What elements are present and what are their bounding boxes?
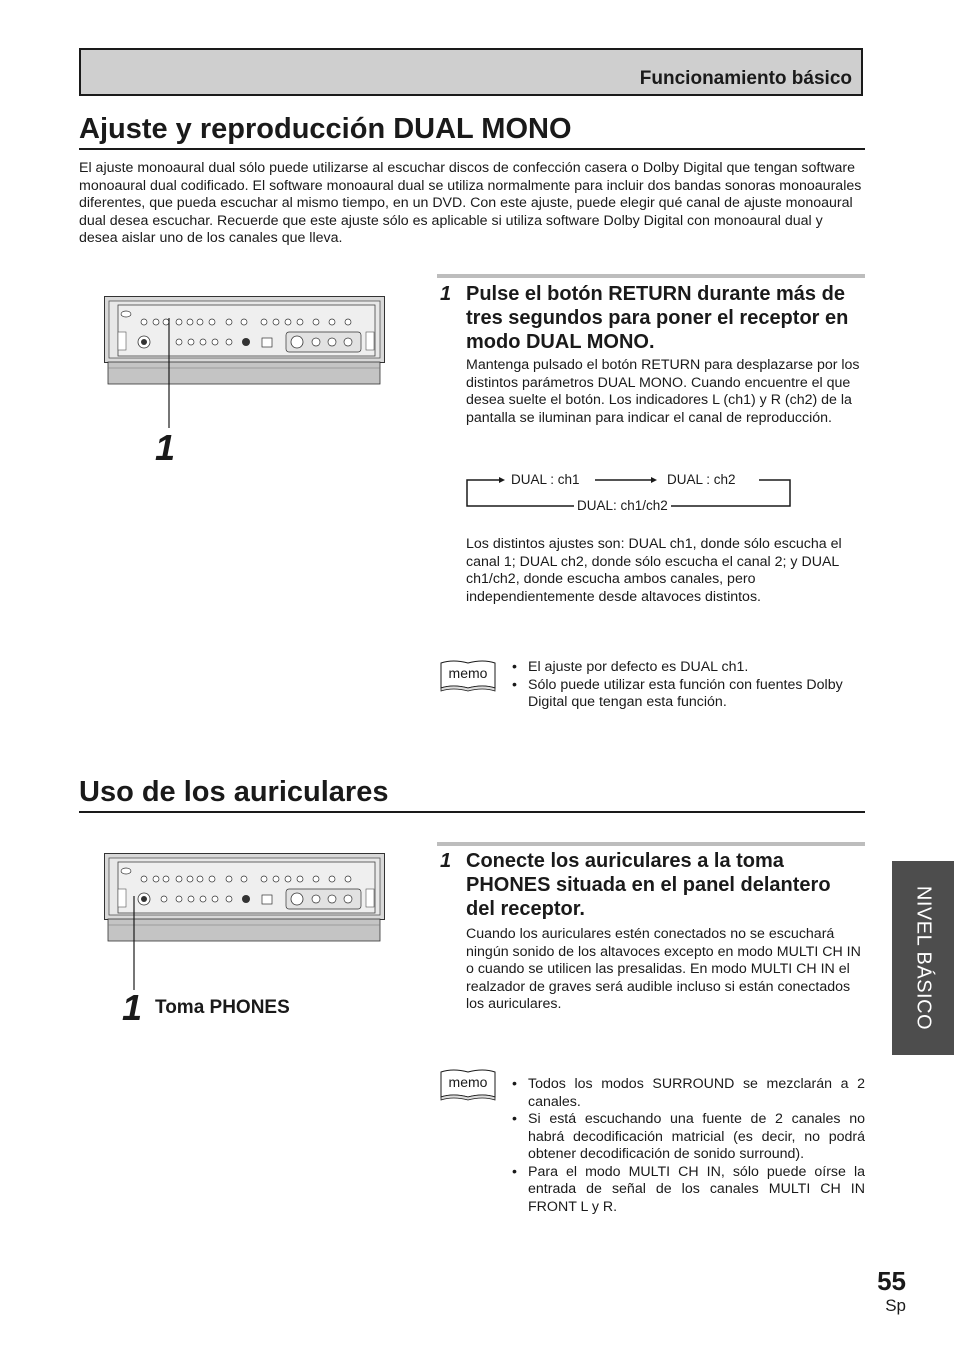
step-divider	[437, 274, 865, 278]
memo-item: • Todos los modos SURROUND se mezclarán a 2 canales.	[510, 1076, 865, 1111]
receiver-front-panel-figure	[104, 296, 385, 392]
callout-line	[128, 896, 140, 990]
settings-text: Los distintos ajustes son: DUAL ch1, donde sólo escucha el canal 1; DUAL ch2, donde sólo escucha el canal 2; y DUAL ch1/ch2, donde escucha ambos canales, pero independientemente desde altavoces distintos.	[466, 536, 842, 605]
memo-item: • El ajuste por defecto es DUAL ch1.	[510, 659, 865, 677]
step-number: 1	[440, 850, 452, 872]
cycle-item-dual-ch1-ch2: DUAL: ch1/ch2	[574, 498, 671, 514]
side-tab	[892, 861, 954, 1055]
receiver-front-panel-figure	[104, 853, 385, 949]
step-number: 1	[440, 283, 452, 305]
memo-item: • Si está escuchando una fuente de 2 canales no habrá decodificación matricial (es decir, no podrá obtener decodificación de sonido surround).	[510, 1111, 865, 1164]
memo-label: memo	[448, 665, 488, 681]
section-label: Funcionamiento básico	[639, 68, 852, 89]
step-heading: Pulse el botón RETURN durante más de tres segundos para poner el receptor en modo DUAL MONO.	[466, 283, 849, 353]
side-tab-label: NIVEL BÁSICO	[912, 885, 935, 1031]
memo-label: memo	[448, 1074, 488, 1090]
page-number: 55	[877, 1266, 906, 1296]
header-bar	[79, 48, 863, 96]
figure-callout-number: 1	[155, 427, 176, 468]
memo-item: • Para el modo MULTI CH IN, sólo puede oírse la entrada de señal de los canales MULTI CH IN FRONT L y R.	[510, 1164, 865, 1217]
callout-line	[163, 318, 175, 428]
step-divider	[437, 842, 865, 846]
dual-mono-title: Ajuste y reproducción DUAL MONO	[79, 112, 865, 150]
headphones-title: Uso de los auriculares	[79, 775, 865, 813]
phones-jack-caption: Toma PHONES	[155, 997, 290, 1018]
cycle-item-dual-ch2: DUAL : ch2	[667, 472, 736, 487]
figure-callout-number: 1	[122, 987, 143, 1028]
dual-mono-intro: El ajuste monoaural dual sólo puede utilizarse al escuchar discos de confección casera o Dolby Digital que tengan software monoaural dual codificado. El software monoaural dual se utiliza normalmente para incluir dos bandas sonoras monoaurales diferentes, que pueda escuchar al mismo tiempo, en un DVD. Con este ajuste, puede elegir qué canal de ajuste monoaural dual desea escuchar. Recuerde que este ajuste sólo es aplicable si utiliza software Dolby Digital con monoaural dual y desea aislar uno de los canales que lleva.	[79, 160, 862, 246]
step-text: Mantenga pulsado el botón RETURN para desplazarse por los distintos parámetros DUAL MONO. Cuando encuentre el que desea suelte el botón. Los indicadores L (ch1) y R (ch2) de la pantalla se iluminan para indicar el canal de reproducción.	[466, 357, 860, 426]
memo-item: • Sólo puede utilizar esta función con fuentes Dolby Digital que tengan esta función.	[510, 677, 865, 712]
cycle-item-dual-ch1: DUAL : ch1	[511, 472, 580, 487]
memo-list	[510, 1076, 865, 1216]
step-heading: Conecte los auriculares a la toma PHONES situada en el panel delantero del receptor.	[466, 850, 831, 920]
memo-list	[510, 659, 865, 712]
step-text: Cuando los auriculares estén conectados no se escuchará ningún sonido de los altavoces excepto en modo MULTI CH IN o cuando se utilicen las presalidas. En modo MULTI CH IN el realzador de graves será audible incluso si están conectados los auriculares.	[466, 926, 861, 1012]
page-language: Sp	[885, 1296, 906, 1315]
